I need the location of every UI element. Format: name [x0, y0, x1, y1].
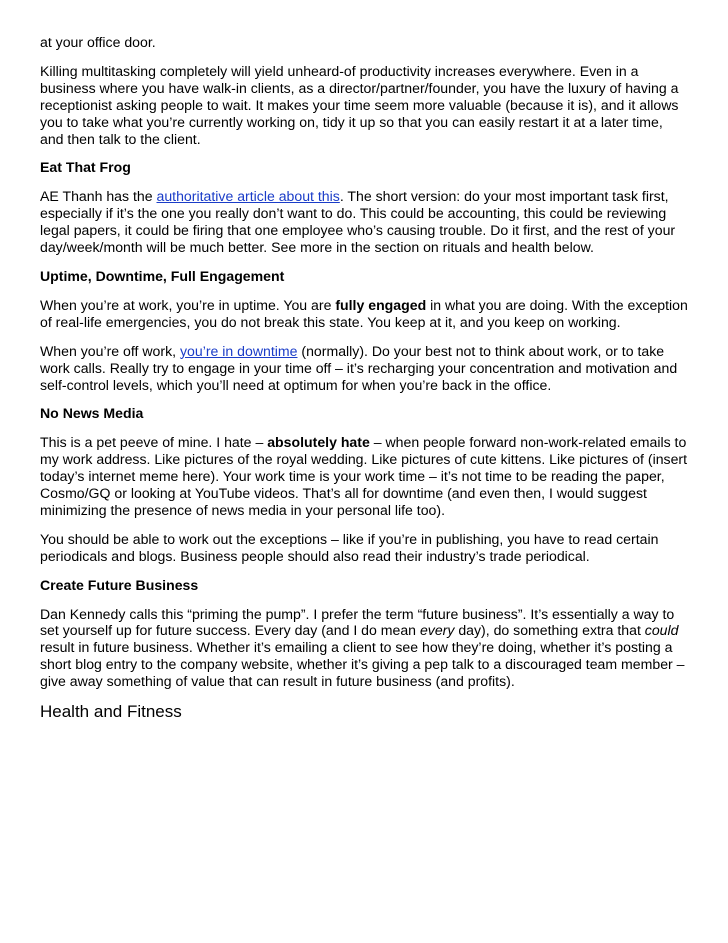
paragraph-downtime	[40, 343, 690, 394]
text-segment: Dan Kennedy calls this “priming the pump”. I prefer the term “future business”. It’s essentially a way to set yourself up for future success. Every day (and I do mean	[40, 605, 675, 639]
text-segment: When you’re off work,	[40, 342, 180, 359]
text-segment: (normally). Do your best not to think about work, or to take work calls. Really try to engage in your time off – it’s recharging your concentration and motivation and self-control levels, which you’ll need at optimum for when you’re back in the office.	[40, 342, 678, 393]
paragraph-exceptions: You should be able to work out the exceptions – like if you’re in publishing, you have to read certain periodicals and blogs. Business people should also read their industry’s trade periodical.	[40, 530, 659, 564]
paragraph-pet-peeve	[40, 434, 690, 519]
text-segment: in what you are doing. With the exception of real-life emergencies, you do not break this state. You keep at it, and you keep on working.	[40, 296, 688, 330]
paragraph-multitasking: Killing multitasking completely will yield unheard-of productivity increases everywhere. Even in a business where you have walk-in clients, as a director/partner/founder, you have the luxury of having a receptionist asking people to wait. It makes your time seem more valuable (because it is), and it allows you to take what you’re currently working on, tidy it up so that you can easily restart it at a later time, and then talk to the client.	[40, 62, 679, 147]
text-segment: AE Thanh has the	[40, 188, 157, 205]
heading-eat-that-frog: Eat That Frog	[40, 159, 131, 176]
heading-uptime-downtime: Uptime, Downtime, Full Engagement	[40, 267, 285, 284]
text-segment: day), do something extra that	[454, 622, 645, 639]
text-segment: This is a pet peeve of mine. I hate –	[40, 434, 268, 451]
authoritative-article-link[interactable]: authoritative article about this	[156, 188, 340, 205]
heading-create-future-business: Create Future Business	[40, 576, 199, 593]
downtime-link[interactable]: you’re in downtime	[179, 342, 298, 359]
italic-could: could	[644, 622, 679, 639]
text-segment: result in future business. Whether it’s emailing a client to see how they’re doing, whether it’s posting a short blog entry to the company website, whether it’s giving a pep talk to a discouraged team member – give away something of value that can result in future business (and profits).	[40, 639, 685, 690]
heading-health-and-fitness: Health and Fitness	[40, 702, 182, 722]
bold-fully-engaged: fully engaged	[335, 296, 427, 313]
heading-no-news-media: No News Media	[40, 405, 144, 422]
bold-absolutely-hate: absolutely hate	[267, 434, 370, 451]
paragraph-future-business	[40, 606, 690, 691]
text-segment: – when people forward non-work-related emails to my work address. Like pictures of the royal wedding. Like pictures of cute kittens. Like pictures of (insert today’s internet meme here). Your work time is your work time – it’s not time to be reading the paper, Cosmo/GQ or looking at YouTube videos. That’s all for downtime (and even then, I would suggest minimizing the presence of news media in your personal life too).	[40, 434, 688, 518]
document-page	[40, 34, 690, 722]
paragraph-office-door: at your office door.	[40, 34, 156, 50]
paragraph-eat-that-frog	[40, 188, 690, 256]
text-segment: . The short version: do your most important task first, especially if it’s the one you really don’t want to do. This could be accounting, this could be reviewing legal papers, it could be firing that one employee who’s causing trouble. Do it first, and the rest of your day/week/month will be much better. See more in the section on rituals and health below.	[40, 188, 676, 256]
paragraph-uptime	[40, 297, 690, 331]
text-segment: When you’re at work, you’re in uptime. You are	[40, 296, 336, 313]
italic-every: every	[419, 622, 455, 639]
